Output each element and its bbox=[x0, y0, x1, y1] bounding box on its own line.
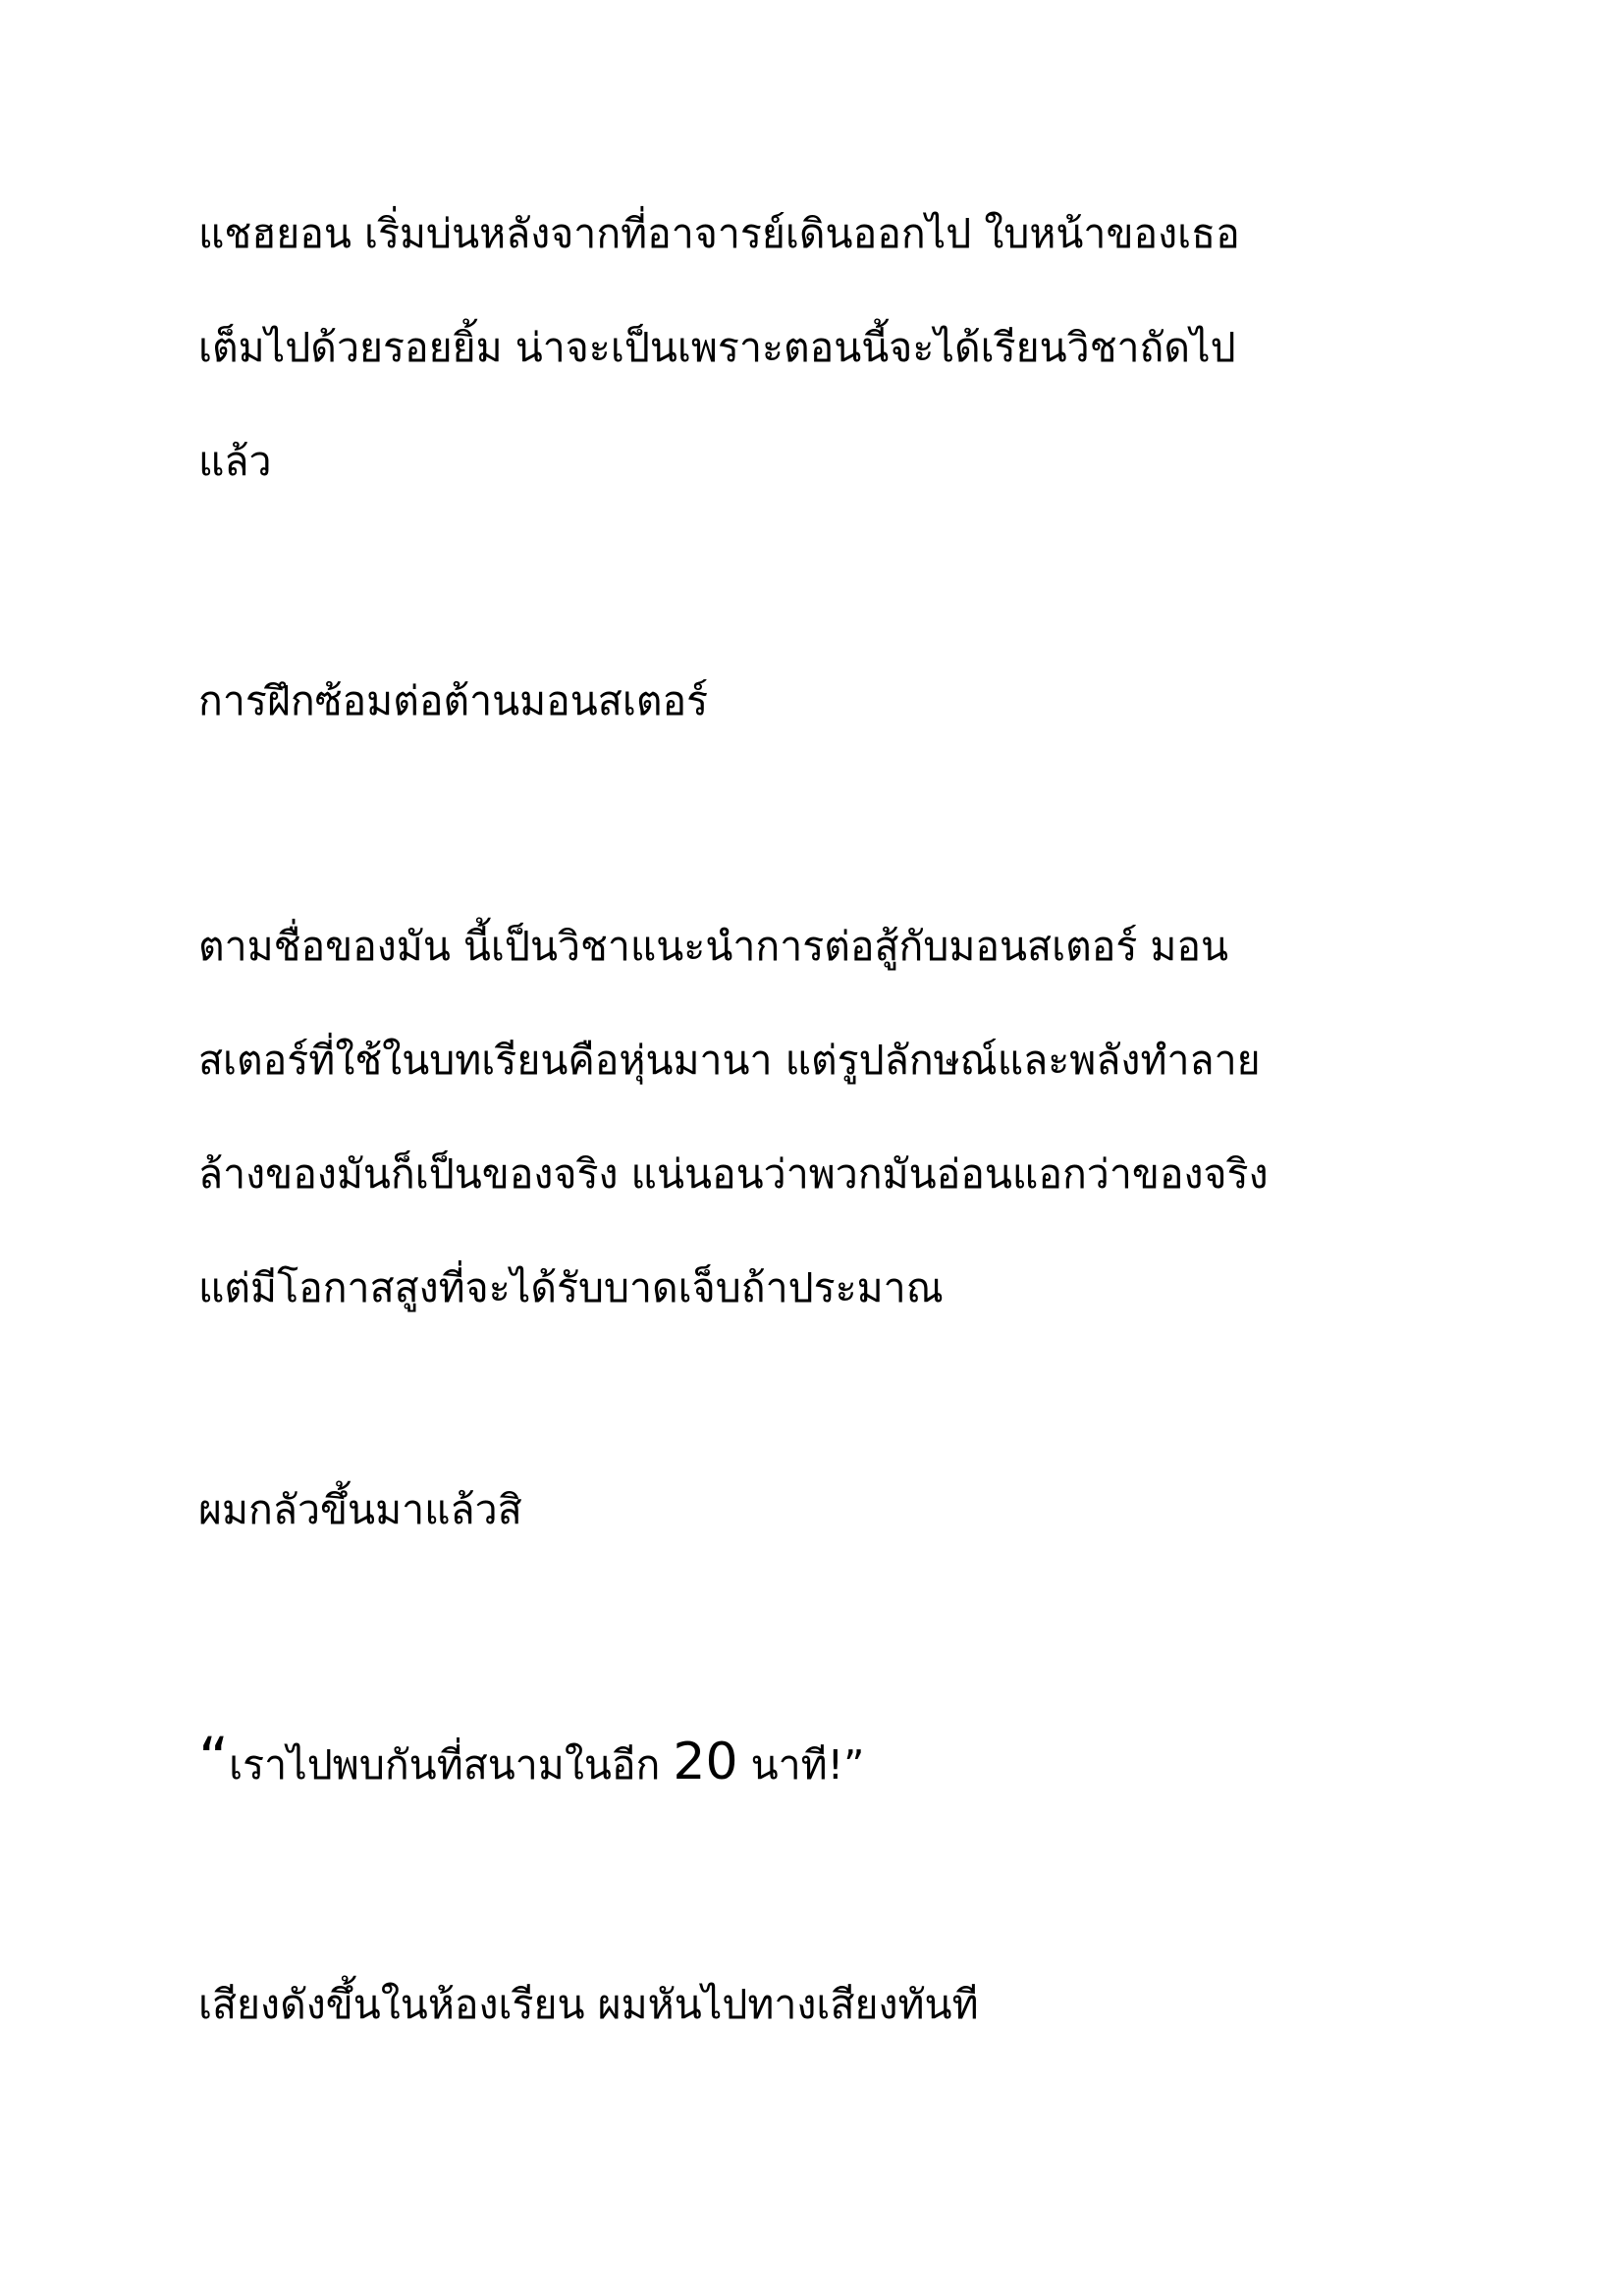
paragraph-2-text: การฝึกซ้อมต่อต้านมอนสเตอร์ bbox=[198, 677, 709, 724]
paragraph-3 bbox=[198, 889, 1455, 1345]
paragraph-4-text: ผมกลัวขึ้นมาแล้วสิ bbox=[198, 1486, 522, 1533]
paragraph-4 bbox=[198, 1453, 1455, 1567]
paragraph-3-line-4: แต่มีโอกาสสูงที่จะได้รับบาดเจ็บถ้าประมาณ bbox=[198, 1264, 944, 1311]
open-quote-mark: “ bbox=[198, 1725, 230, 1793]
paragraph-1 bbox=[198, 177, 1455, 518]
paragraph-5-line bbox=[198, 1702, 1455, 1822]
paragraph-3-line-3: ล้างของมันก็เป็นของจริง แน่นอนว่าพวกมันอ่อนแอกว่าของจริง bbox=[198, 1150, 1269, 1198]
paragraph-1-line-1: แชฮยอน เริ่มบ่นหลังจากที่อาจารย์เดินออกไป ใบหน้าของเธอ bbox=[198, 210, 1240, 257]
paragraph-6-text: เสียงดังขึ้นในห้องเรียน ผมหันไปทางเสียงทันที bbox=[198, 1981, 979, 2028]
paragraph-3-line-2: สเตอร์ที่ใช้ในบทเรียนคือหุ่นมานา แต่รูปลักษณ์และพลังทำลาย bbox=[198, 1037, 1261, 1084]
paragraph-6 bbox=[198, 1948, 1455, 2061]
paragraph-5 bbox=[198, 1702, 1455, 1822]
paragraph-1-line-2: เต็มไปด้วยรอยยิ้ม น่าจะเป็นเพราะตอนนี้จะได้เรียนวิชาถัดไป bbox=[198, 324, 1236, 371]
paragraph-3-line-1: ตามชื่อของมัน นี้เป็นวิชาแนะนำการต่อสู้กับมอนสเตอร์ มอน bbox=[198, 923, 1229, 970]
paragraph-1-line-3: แล้ว bbox=[198, 438, 272, 485]
paragraph-5-text-before: เราไปพบกันที่สนามในอีก bbox=[229, 1741, 674, 1789]
paragraph-5-text-after: นาที!” bbox=[737, 1741, 865, 1789]
paragraph-2 bbox=[198, 644, 1455, 758]
paragraph-5-number: 20 bbox=[673, 1733, 738, 1791]
